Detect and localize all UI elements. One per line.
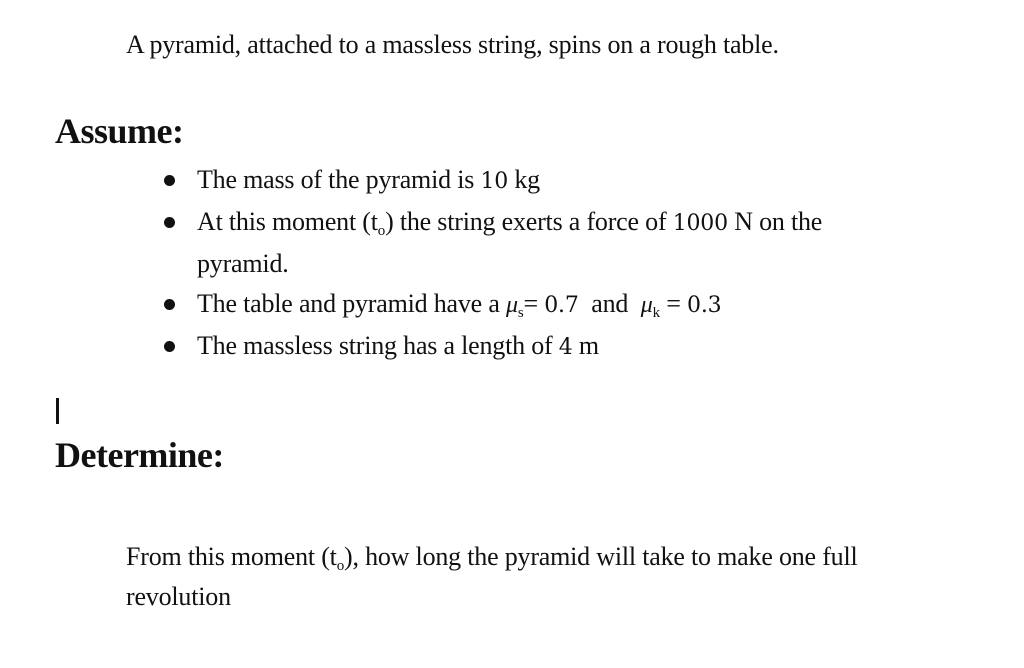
mass-text: The mass of the pyramid is	[197, 165, 481, 194]
mu-static-symbol: μ	[505, 292, 518, 318]
force-text-prefix: At this moment (t	[197, 207, 378, 236]
text-cursor	[56, 398, 59, 424]
mu-static-subscript: s	[517, 305, 524, 321]
friction-and: and	[578, 289, 641, 318]
mass-unit: kg	[508, 165, 540, 194]
friction-text: The table and pyramid have a	[197, 289, 506, 318]
question-prefix: From this moment (t	[126, 542, 337, 571]
problem-intro: A pyramid, attached to a massless string, spins on a rough table.	[126, 30, 779, 59]
question-time-subscript: o	[336, 558, 345, 574]
force-text-middle: ) the string exerts a force of	[385, 207, 673, 236]
mu-kinetic-value: 0.3	[687, 293, 722, 318]
force-value: 1000	[672, 211, 728, 236]
mu-kinetic-equals: =	[659, 289, 688, 318]
assume-heading: Assume:	[55, 111, 184, 151]
time-subscript: o	[377, 223, 386, 239]
mu-kinetic-symbol: μ	[640, 292, 653, 318]
assumption-force	[197, 202, 917, 284]
length-value: 4	[558, 335, 573, 360]
assumption-friction	[197, 284, 917, 326]
question-suffix: ), how long the pyramid will take to make one full revolution	[126, 542, 858, 611]
assumption-length	[197, 326, 917, 368]
length-text: The massless string has a length of	[197, 331, 559, 360]
length-unit: m	[572, 331, 599, 360]
determine-heading: Determine:	[55, 435, 224, 475]
mu-static-value: 0.7	[544, 293, 579, 318]
assumptions-list	[197, 160, 917, 368]
mass-value: 10	[480, 169, 509, 194]
mu-static-equals: =	[523, 289, 545, 318]
assumption-mass	[197, 160, 917, 202]
question-text	[126, 537, 946, 617]
mu-kinetic-subscript: k	[652, 305, 660, 321]
force-text-suffix: N on the pyramid.	[197, 207, 823, 278]
